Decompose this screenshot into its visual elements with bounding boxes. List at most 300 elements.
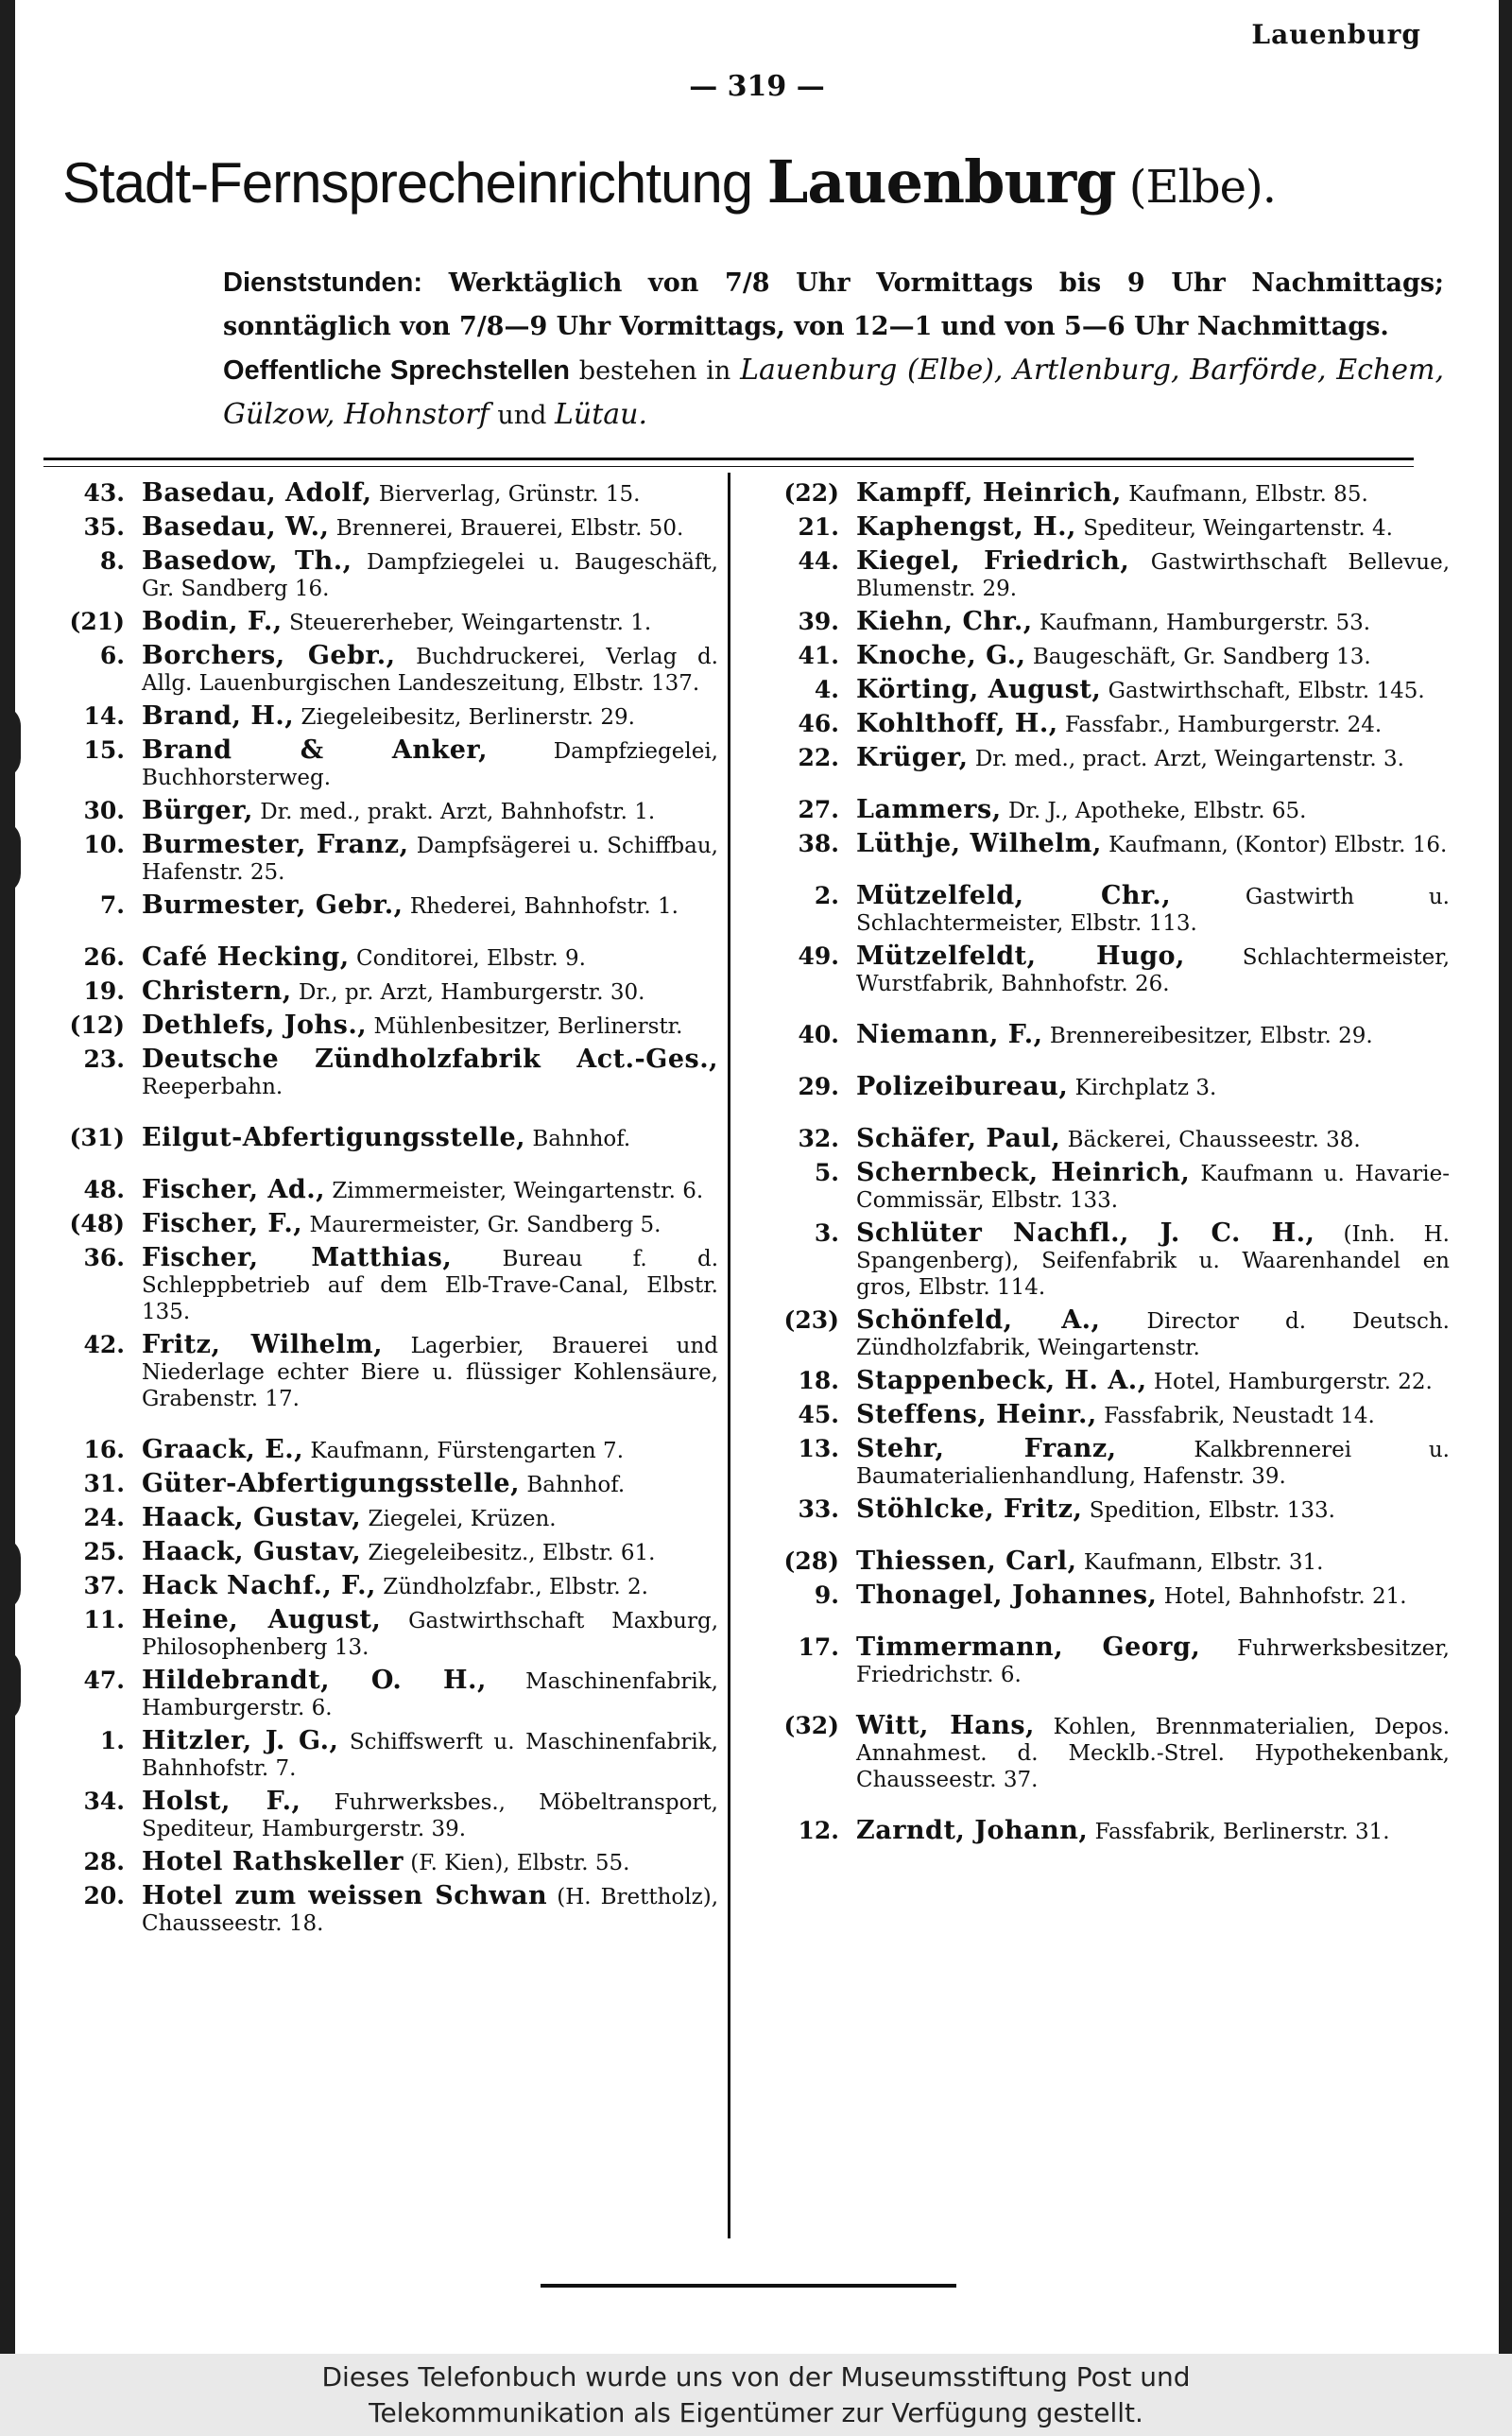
entry-text — [142, 609, 718, 636]
directory-entry — [57, 1245, 718, 1325]
directory-entry — [771, 609, 1450, 636]
entry-number: 3. — [814, 1219, 839, 1247]
right-column — [771, 480, 1450, 1852]
entry-details: Kaufmann, Elbstr. 85. — [1128, 482, 1368, 507]
directory-entry — [771, 1713, 1450, 1793]
entry-name: Fischer, Matthias, — [142, 1243, 453, 1272]
entry-details: Zimmermeister, Weingartenstr. 6. — [332, 1179, 704, 1203]
entry-number: 22. — [798, 744, 839, 771]
entry-name: Bürger, — [142, 796, 253, 825]
entry-text — [142, 1471, 718, 1498]
entry-name: Borchers, Gebr., — [142, 641, 396, 670]
entry-number: 20. — [83, 1882, 125, 1909]
service-hours-text: Werktäglich von 7/8 Uhr Vormittags bis 9 Uhr Nachmittags; sonntäglich von 7/8—9 Uhr Vormittags, von 12—1 und von 5—6 Uhr Nachmittags. — [223, 268, 1444, 341]
entry-number: (28) — [783, 1547, 839, 1575]
entry-number: 13. — [798, 1435, 839, 1462]
entry-text — [142, 1125, 718, 1152]
entry-name: Niemann, F., — [856, 1020, 1043, 1049]
entry-text — [142, 1332, 718, 1412]
service-hours-label: Dienststunden: — [223, 268, 423, 298]
entry-details: Director d. Deutsch. Zündholzfabrik, Weingartenstr. — [856, 1309, 1450, 1360]
entry-number: 40. — [798, 1021, 839, 1048]
directory-entry — [771, 1126, 1450, 1153]
entry-name: Kiegel, Friedrich, — [856, 546, 1130, 576]
page-number: — 319 — — [689, 70, 825, 103]
entry-number: 47. — [83, 1667, 125, 1694]
binding-hole — [0, 821, 21, 894]
entry-details: Ziegeleibesitz, Berlinerstr. 29. — [301, 705, 635, 730]
directory-entry — [771, 711, 1450, 738]
entry-text — [142, 548, 718, 602]
entry-name: Zarndt, Johann, — [856, 1816, 1089, 1845]
directory-entry — [771, 1818, 1450, 1845]
entry-name: Fischer, Ad., — [142, 1175, 326, 1204]
entry-text — [856, 480, 1450, 508]
directory-entry — [57, 1332, 718, 1412]
entry-details: Schiffswerft u. Maschinenfabrik, Bahnhofstr. 7. — [142, 1730, 718, 1781]
entry-number: 27. — [798, 796, 839, 823]
entry-name: Fischer, F., — [142, 1209, 303, 1238]
entry-details: Gastwirthschaft, Elbstr. 145. — [1108, 679, 1425, 703]
entry-text — [142, 1849, 718, 1876]
entry-name: Krüger, — [856, 743, 969, 772]
entry-name: Schönfeld, A., — [856, 1305, 1101, 1335]
entry-details: Schlachtermeister, Wurstfabrik, Bahnhofstr. 26. — [856, 945, 1451, 996]
entry-name: Haack, Gustav, — [142, 1537, 362, 1566]
directory-entry — [57, 1012, 718, 1040]
directory-entry — [57, 548, 718, 602]
directory-entry — [57, 480, 718, 508]
entry-number: 14. — [83, 702, 125, 730]
directory-entry — [57, 1437, 718, 1464]
entry-text — [856, 643, 1450, 670]
directory-entry — [57, 514, 718, 542]
entry-details: Gastwirth u. Schlachtermeister, Elbstr. 113. — [856, 885, 1450, 936]
entry-name: Lammers, — [856, 795, 1002, 824]
directory-entry — [57, 1573, 718, 1600]
entry-name: Eilgut-Abfertigungsstelle, — [142, 1123, 526, 1152]
entry-details: Buchdruckerei, Verlag d. Allg. Lauenburgischen Landeszeitung, Elbstr. 137. — [142, 645, 718, 696]
directory-entry — [771, 943, 1450, 997]
entry-name: Kohlthoff, H., — [856, 709, 1058, 738]
entry-number: 17. — [798, 1633, 839, 1661]
entry-number: 12. — [798, 1817, 839, 1844]
archive-footer — [0, 2354, 1512, 2436]
directory-entry — [771, 883, 1450, 937]
entry-text — [142, 978, 718, 1006]
entry-name: Bodin, F., — [142, 607, 283, 636]
entry-details: Kaufmann, Fürstengarten 7. — [310, 1439, 625, 1463]
entry-number: 5. — [814, 1159, 839, 1186]
entry-details: Lagerbier, Brauerei und Niederlage echter Biere u. flüssiger Kohlensäure, Grabenstr. 17. — [142, 1334, 718, 1411]
directory-entry — [57, 1849, 718, 1876]
entry-text — [856, 943, 1450, 997]
entry-number: 45. — [798, 1401, 839, 1428]
entry-number: 23. — [83, 1045, 125, 1073]
entry-text — [142, 1788, 718, 1842]
entry-details: Reeperbahn. — [142, 1075, 284, 1099]
entry-number: (22) — [783, 479, 839, 507]
public-stations-places: Lauenburg (Elbe), Artlenburg, Barförde, Echem, Gülzow, Hohnstorf — [223, 354, 1444, 431]
entry-number: 49. — [798, 942, 839, 970]
entry-name: Stöhlcke, Fritz, — [856, 1494, 1083, 1524]
header-rule-thin — [43, 466, 1414, 467]
entry-name: Holst, F., — [142, 1787, 301, 1816]
directory-entry — [771, 831, 1450, 858]
entry-number: 16. — [83, 1436, 125, 1463]
entry-number: 44. — [798, 547, 839, 575]
entry-text — [142, 944, 718, 972]
entry-details: Hotel, Bahnhofstr. 21. — [1163, 1584, 1407, 1609]
directory-entry — [771, 548, 1450, 602]
directory-entry — [771, 1548, 1450, 1576]
entry-name: Fritz, Wilhelm, — [142, 1330, 383, 1359]
entry-text — [856, 514, 1450, 542]
entry-details: Hotel, Hamburgerstr. 22. — [1153, 1370, 1433, 1394]
column-divider — [728, 473, 730, 2238]
entry-number: 48. — [83, 1176, 125, 1203]
directory-entry — [771, 1368, 1450, 1395]
directory-entry — [771, 480, 1450, 508]
entry-details: Dr., pr. Arzt, Hamburgerstr. 30. — [299, 980, 645, 1005]
page-title — [62, 147, 1461, 216]
entry-text — [142, 737, 718, 791]
entry-number: 25. — [83, 1538, 125, 1565]
directory-entry — [771, 1307, 1450, 1361]
entry-text — [142, 514, 718, 542]
entry-details: Steuererheber, Weingartenstr. 1. — [288, 611, 652, 635]
entry-name: Hildebrandt, O. H., — [142, 1666, 487, 1695]
directory-entry — [57, 1125, 718, 1152]
entry-details: Kaufmann, Elbstr. 31. — [1083, 1550, 1324, 1575]
entry-name: Haack, Gustav, — [142, 1503, 362, 1532]
directory-entry — [57, 1211, 718, 1238]
entry-name: Schernbeck, Heinrich, — [856, 1158, 1191, 1187]
entry-text — [142, 892, 718, 920]
entry-text — [856, 548, 1450, 602]
title-suffix: (Elbe). — [1115, 161, 1277, 214]
entry-details: Dampfziegelei u. Baugeschäft, Gr. Sandberg 16. — [142, 550, 718, 601]
entry-text — [142, 1012, 718, 1040]
entry-details: Zündholzfabr., Elbstr. 2. — [383, 1575, 648, 1599]
entry-details: Fuhrwerksbesitzer, Friedrichstr. 6. — [856, 1636, 1450, 1687]
entry-text — [856, 1220, 1450, 1301]
entry-text — [142, 798, 718, 825]
entry-name: Basedau, Adolf, — [142, 478, 372, 508]
entry-name: Basedau, W., — [142, 512, 330, 542]
directory-entry — [57, 944, 718, 972]
entry-name: Polizeibureau, — [856, 1072, 1069, 1101]
entry-name: Mützelfeldt, Hugo, — [856, 942, 1185, 971]
entry-number: 42. — [83, 1331, 125, 1358]
directory-entry — [771, 1160, 1450, 1214]
public-stations-label: Oeffentliche Sprechstellen — [223, 355, 571, 386]
entry-number: (32) — [783, 1712, 839, 1739]
entry-details: Kirchplatz 3. — [1074, 1076, 1217, 1100]
directory-entry — [57, 1883, 718, 1937]
entry-name: Brand, H., — [142, 701, 295, 731]
directory-entry — [57, 1728, 718, 1782]
entry-name: Witt, Hans, — [856, 1711, 1035, 1740]
entry-number: 39. — [798, 608, 839, 635]
entry-name: Brand & Anker, — [142, 735, 489, 765]
entry-number: 33. — [798, 1495, 839, 1523]
entry-name: Burmester, Franz, — [142, 830, 409, 859]
header-rule-thick — [43, 458, 1414, 460]
entry-number: 30. — [83, 797, 125, 824]
entry-number: 1. — [99, 1727, 125, 1754]
entry-number: 4. — [814, 676, 839, 703]
entry-number: 38. — [798, 830, 839, 857]
entry-name: Café Hecking, — [142, 942, 350, 972]
entry-details: Gastwirthschaft Bellevue, Blumenstr. 29. — [856, 550, 1450, 601]
entry-number: 15. — [83, 736, 125, 764]
entry-details: Spediteur, Weingartenstr. 4. — [1083, 516, 1393, 541]
directory-entry — [771, 1634, 1450, 1688]
entry-details: (H. Brettholz), Chausseestr. 18. — [142, 1885, 719, 1936]
entry-number: 18. — [798, 1367, 839, 1394]
entry-number: 35. — [83, 513, 125, 541]
entry-details: Rhederei, Bahnhofstr. 1. — [409, 894, 679, 919]
entry-details: Dr. med., prakt. Arzt, Bahnhofstr. 1. — [260, 800, 656, 824]
public-stations — [64, 349, 1444, 438]
public-stations-text: bestehen in — [570, 356, 741, 386]
entry-number: 37. — [83, 1572, 125, 1599]
entry-details: Dr. med., pract. Arzt, Weingartenstr. 3. — [974, 747, 1404, 771]
entry-number: 11. — [83, 1606, 125, 1633]
entry-name: Heine, August, — [142, 1605, 382, 1634]
entry-details: Dampfziegelei, Buchhorsterweg. — [142, 739, 718, 790]
entry-text — [856, 1160, 1450, 1214]
entry-name: Lüthje, Wilhelm, — [856, 829, 1102, 858]
entry-text — [856, 1022, 1450, 1049]
entry-text — [856, 1548, 1450, 1576]
entry-text — [142, 1437, 718, 1464]
entry-text — [856, 797, 1450, 824]
title-prefix: Stadt-Fernsprecheinrichtung — [62, 151, 767, 215]
entry-details: Brennerei, Brauerei, Elbstr. 50. — [335, 516, 684, 541]
directory-entry — [57, 978, 718, 1006]
entry-number: (48) — [69, 1210, 125, 1237]
directory-entry — [771, 1496, 1450, 1524]
entry-text — [856, 1307, 1450, 1361]
entry-details: Kaufmann u. Havarie-Commissär, Elbstr. 133. — [856, 1162, 1451, 1213]
entry-text — [856, 677, 1450, 704]
directory-entry — [57, 1667, 718, 1721]
entry-name: Deutsche Zündholzfabrik Act.-Ges., — [142, 1045, 718, 1074]
entry-name: Christern, — [142, 976, 292, 1006]
end-rule — [541, 2284, 956, 2288]
entry-text — [142, 703, 718, 731]
entry-text — [142, 1607, 718, 1661]
entry-name: Steffens, Heinr., — [856, 1400, 1097, 1429]
entry-details: Kaufmann, Hamburgerstr. 53. — [1039, 611, 1371, 635]
entry-text — [856, 1713, 1450, 1793]
entry-details: Ziegelei, Krüzen. — [368, 1507, 557, 1531]
entry-number: 24. — [83, 1504, 125, 1531]
service-hours — [64, 261, 1444, 349]
binding-hole — [0, 705, 21, 779]
entry-number: 31. — [83, 1470, 125, 1497]
entry-text — [142, 1667, 718, 1721]
directory-entry — [57, 703, 718, 731]
directory-entry — [771, 677, 1450, 704]
entry-name: Timmermann, Georg, — [856, 1633, 1201, 1662]
entry-number: 32. — [798, 1125, 839, 1152]
entry-text — [856, 1818, 1450, 1845]
directory-entry — [57, 1788, 718, 1842]
entry-details: Kohlen, Brennmaterialien, Depos. Annahmest. d. Mecklb.-Strel. Hypothekenbank, Chausseestr. 37. — [856, 1715, 1450, 1792]
entry-details: Bahnhof. — [532, 1127, 631, 1151]
entry-name: Stappenbeck, H. A., — [856, 1366, 1147, 1395]
directory-entry — [771, 1436, 1450, 1490]
directory-entry — [771, 1074, 1450, 1101]
entry-details: Baugeschäft, Gr. Sandberg 13. — [1032, 645, 1371, 669]
directory-entry — [57, 832, 718, 886]
entry-name: Mützelfeld, Chr., — [856, 881, 1172, 910]
entry-text — [142, 643, 718, 697]
entry-details: Conditorei, Elbstr. 9. — [356, 946, 586, 971]
entry-name: Hitzler, J. G., — [142, 1726, 339, 1755]
entry-text — [856, 609, 1450, 636]
entry-name: Hack Nachf., F., — [142, 1571, 376, 1600]
entry-name: Hotel zum weissen Schwan — [142, 1881, 548, 1910]
entry-text — [856, 1634, 1450, 1688]
directory-entry — [771, 1220, 1450, 1301]
directory-entry — [57, 1539, 718, 1566]
entry-name: Güter-Abfertigungsstelle, — [142, 1469, 521, 1498]
entry-number: (31) — [69, 1124, 125, 1151]
entry-details: Brennereibesitzer, Elbstr. 29. — [1049, 1024, 1373, 1048]
entry-number: 9. — [814, 1581, 839, 1609]
directory-entry — [771, 797, 1450, 824]
entry-number: 19. — [83, 977, 125, 1005]
entry-details: Bäckerei, Chausseestr. 38. — [1067, 1128, 1361, 1152]
entry-name: Stehr, Franz, — [856, 1434, 1117, 1463]
entry-name: Kaphengst, H., — [856, 512, 1076, 542]
directory-entry — [771, 514, 1450, 542]
entry-number: 10. — [83, 831, 125, 858]
entry-number: 34. — [83, 1788, 125, 1815]
entry-details: Bierverlag, Grünstr. 15. — [378, 482, 641, 507]
entry-text — [856, 883, 1450, 937]
directory-entry — [57, 643, 718, 697]
entry-name: Schäfer, Paul, — [856, 1124, 1061, 1153]
entry-details: Dampfsägerei u. Schiffbau, Hafenstr. 25. — [142, 834, 718, 885]
entry-name: Burmester, Gebr., — [142, 890, 404, 920]
title-city: Lauenburg — [766, 147, 1116, 216]
entry-number: (12) — [69, 1011, 125, 1039]
entry-number: 2. — [814, 882, 839, 909]
binding-hole — [0, 1537, 21, 1611]
entry-text — [142, 1245, 718, 1325]
entry-text — [142, 1728, 718, 1782]
entry-number: 6. — [99, 642, 125, 669]
entry-text — [856, 745, 1450, 772]
directory-entry — [771, 1582, 1450, 1610]
entry-text — [856, 1074, 1450, 1101]
entry-text — [142, 1046, 718, 1100]
intro-block — [64, 261, 1444, 438]
entry-number: (21) — [69, 608, 125, 635]
entry-details: (F. Kien), Elbstr. 55. — [410, 1851, 630, 1875]
entry-details: Ziegeleibesitz., Elbstr. 61. — [368, 1541, 656, 1565]
entry-name: Basedow, Th., — [142, 546, 352, 576]
directory-entry — [771, 643, 1450, 670]
entry-text — [856, 1582, 1450, 1610]
entry-details: Kalkbrennerei u. Baumaterialienhandlung, Hafenstr. 39. — [856, 1438, 1450, 1489]
entry-details: Kaufmann, (Kontor) Elbstr. 16. — [1108, 833, 1448, 857]
directory-entry — [771, 1402, 1450, 1429]
entry-number: 29. — [798, 1073, 839, 1100]
entry-text — [142, 1211, 718, 1238]
entry-number: 21. — [798, 513, 839, 541]
entry-details: Fuhrwerksbes., Möbeltransport, Spediteur, Hamburgerstr. 39. — [142, 1790, 718, 1841]
footer-line-1: Dieses Telefonbuch wurde uns von der Museumsstiftung Post und — [321, 2361, 1191, 2393]
directory-entry — [57, 609, 718, 636]
entry-text — [142, 832, 718, 886]
public-stations-and: und — [489, 401, 555, 430]
entry-text — [856, 1126, 1450, 1153]
entry-details: Bureau f. d. Schleppbetrieb auf dem Elb-Trave-Canal, Elbstr. 135. — [142, 1247, 718, 1324]
entry-name: Thiessen, Carl, — [856, 1546, 1077, 1576]
entry-name: Thonagel, Johannes, — [856, 1581, 1158, 1610]
entry-details: Fassfabr., Hamburgerstr. 24. — [1064, 713, 1383, 737]
directory-entry — [771, 1022, 1450, 1049]
entry-details: Dr. J., Apotheke, Elbstr. 65. — [1007, 799, 1307, 823]
entry-name: Körting, August, — [856, 675, 1102, 704]
directory-entry — [57, 1607, 718, 1661]
entry-text — [142, 480, 718, 508]
directory-entry — [771, 745, 1450, 772]
directory-page — [15, 0, 1499, 2354]
entry-details: Bahnhof. — [526, 1473, 626, 1497]
entry-details: (Inh. H. Spangenberg), Seifenfabrik u. Waarenhandel en gros, Elbstr. 114. — [856, 1222, 1450, 1300]
entry-number: 41. — [798, 642, 839, 669]
entry-text — [142, 1505, 718, 1532]
entry-name: Kiehn, Chr., — [856, 607, 1033, 636]
footer-line-2: Telekommunikation als Eigentümer zur Verfügung gestellt. — [369, 2397, 1143, 2428]
entry-text — [142, 1539, 718, 1566]
entry-text — [856, 711, 1450, 738]
entry-text — [856, 831, 1450, 858]
entry-details: Maschinenfabrik, Hamburgerstr. 6. — [142, 1669, 718, 1720]
entry-name: Schlüter Nachfl., J. C. H., — [856, 1218, 1315, 1248]
entry-number: 7. — [99, 891, 125, 919]
entry-details: Spedition, Elbstr. 133. — [1089, 1498, 1335, 1523]
directory-entry — [57, 1177, 718, 1204]
entry-name: Dethlefs, Johs., — [142, 1011, 368, 1040]
entry-details: Fassfabrik, Berlinerstr. 31. — [1094, 1820, 1390, 1844]
entry-name: Kampff, Heinrich, — [856, 478, 1122, 508]
entry-details: Gastwirthschaft Maxburg, Philosophenberg 13. — [142, 1609, 719, 1660]
entry-text — [856, 1368, 1450, 1395]
entry-details: Fassfabrik, Neustadt 14. — [1104, 1404, 1375, 1428]
directory-entry — [57, 1471, 718, 1498]
entry-text — [856, 1496, 1450, 1524]
entry-number: 43. — [83, 479, 125, 507]
directory-entry — [57, 737, 718, 791]
running-head: Lauenburg — [1251, 19, 1421, 50]
directory-entry — [57, 1505, 718, 1532]
entry-number: 8. — [99, 547, 125, 575]
directory-entry — [57, 798, 718, 825]
entry-number: 28. — [83, 1848, 125, 1875]
entry-number: (23) — [783, 1306, 839, 1334]
directory-entry — [57, 1046, 718, 1100]
entry-details: Maurermeister, Gr. Sandberg 5. — [309, 1213, 662, 1237]
entry-number: 46. — [798, 710, 839, 737]
